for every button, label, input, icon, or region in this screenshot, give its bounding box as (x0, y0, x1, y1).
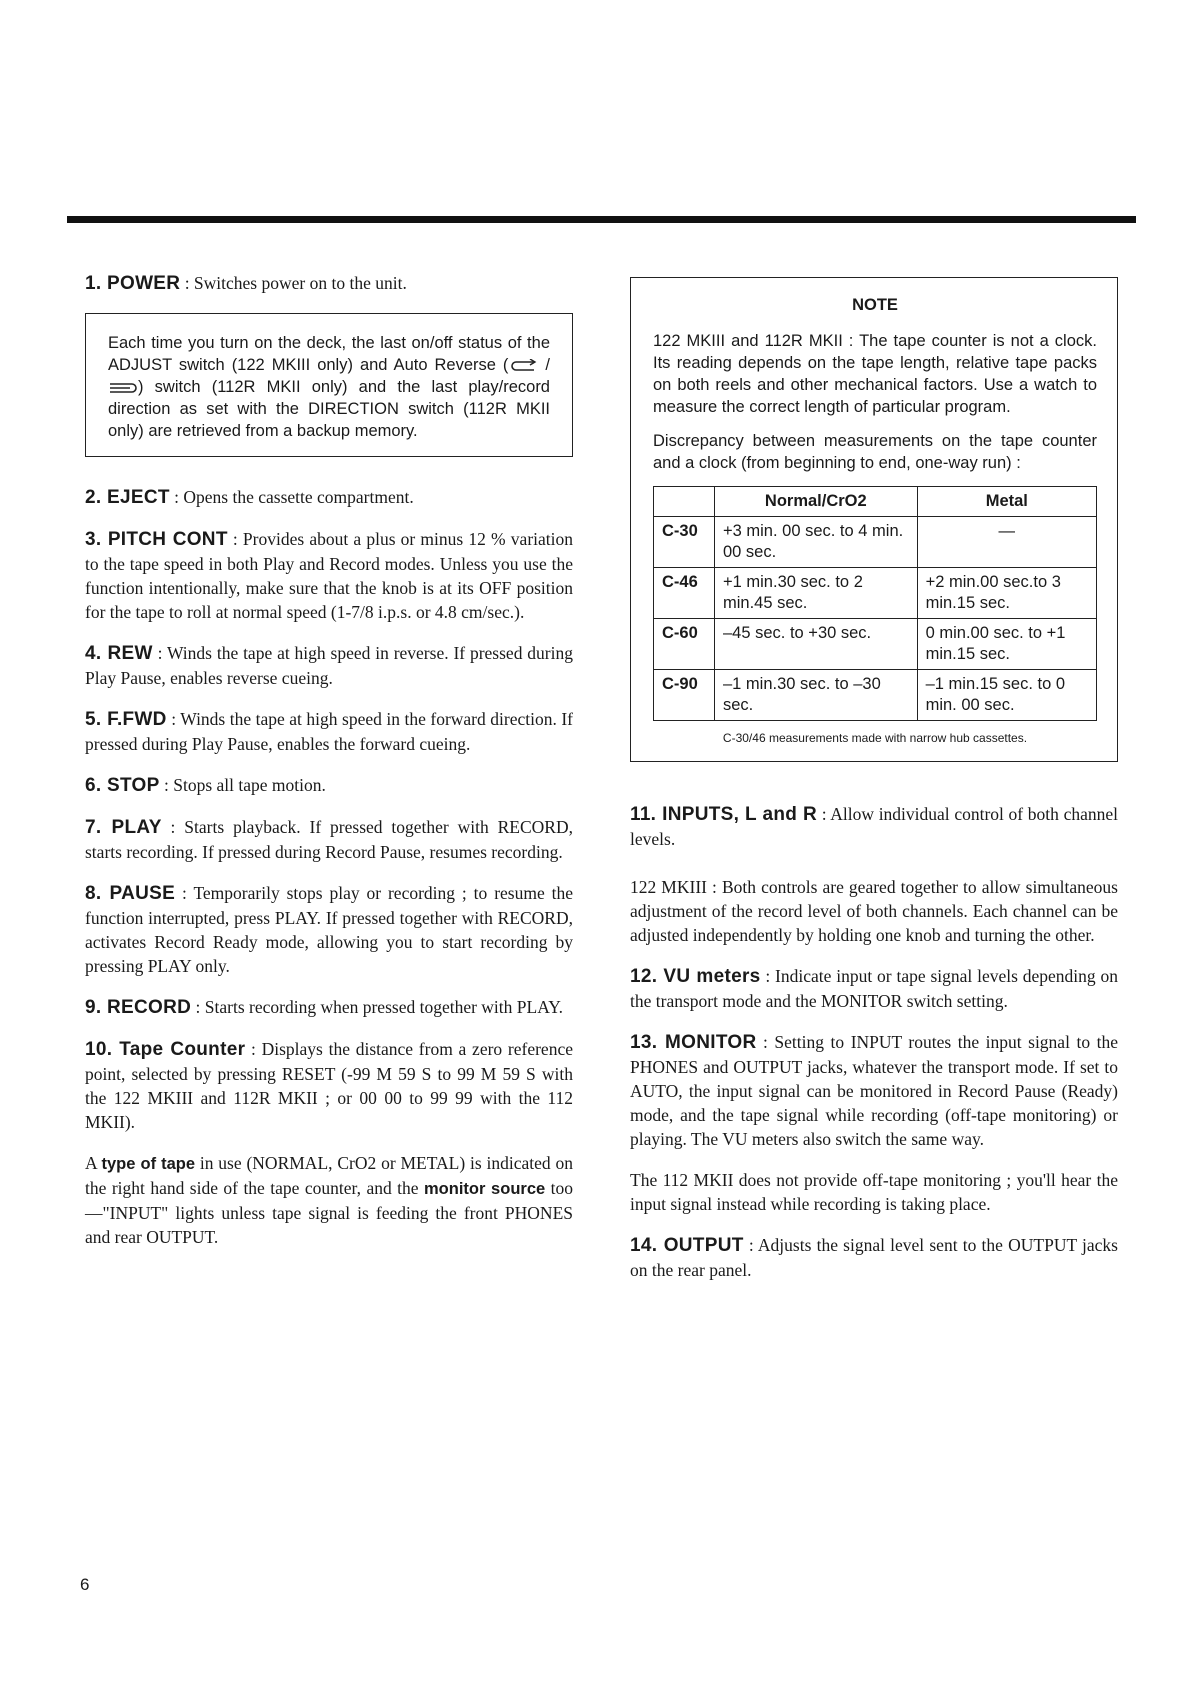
backup-memory-box: Each time you turn on the deck, the last on/off status of the ADJUST switch (122 MKIII only) and Auto Reverse ( / ) switch (112R MKII only) and the last play/record direction as set with the DIRECTION switch (112R MKII only) are retrieved from a backup memory. (85, 313, 573, 457)
row-key: C-90 (654, 670, 715, 721)
auto-reverse-loop-icon (508, 359, 538, 373)
cell-metal: +2 min.00 sec.to 3 min.15 sec. (917, 568, 1096, 619)
item-tape-counter: 10. Tape Counter : Displays the distance from a zero reference point, selected by pressing RESET (-99 M 59 S to 99 M 59 S with the 122 MKIII and 112R MKII ; or 00 00 to 99 99 with the 112 MKII). (85, 1039, 573, 1132)
table-footnote: C-30/46 measurements made with narrow hub cassettes. (722, 731, 1028, 745)
top-rule (67, 216, 1136, 223)
item-power: 1. POWER : Switches power on to the unit. (85, 273, 407, 294)
item-inputs: 11. INPUTS, L and R : Allow individual control of both channel levels. (630, 804, 1118, 849)
item-stop: 6. STOP : Stops all tape motion. (85, 775, 326, 796)
item-play: 7. PLAY : Starts playback. If pressed together with RECORD, starts recording. If pressed during Record Pause, resumes recording. (85, 817, 573, 862)
cell-normal: –1 min.30 sec. to –30 sec. (715, 670, 918, 721)
item-rew: 4. REW : Winds the tape at high speed in reverse. If pressed during Play Pause, enables reverse cueing. (85, 643, 573, 688)
cell-normal: –45 sec. to +30 sec. (715, 619, 918, 670)
one-way-direction-icon (108, 381, 138, 395)
cell-normal: +1 min.30 sec. to 2 min.45 sec. (715, 568, 918, 619)
cell-metal: 0 min.00 sec. to +1 min.15 sec. (917, 619, 1096, 670)
item-record: 9. RECORD : Starts recording when pressed together with PLAY. (85, 997, 563, 1018)
page-number: 6 (80, 1575, 90, 1594)
table-row (654, 619, 1097, 670)
cell-normal: +3 min. 00 sec. to 4 min. 00 sec. (715, 517, 918, 568)
table-corner-cell (654, 487, 715, 517)
cell-metal: –1 min.15 sec. to 0 min. 00 sec. (917, 670, 1096, 721)
item-pitch-cont: 3. PITCH CONT : Provides about a plus or minus 12 % variation to the tape speed in both Play and Record modes. Unless you use the function intentionally, make sure that the knob is at its OFF position for the tape to roll at normal speed (1-7/8 i.p.s. or 4.8 cm/sec.). (85, 529, 573, 622)
table-row (654, 517, 1097, 568)
note-title: NOTE (852, 296, 898, 314)
item-monitor: 13. MONITOR : Setting to INPUT routes the input signal to the PHONES and OUTPUT jacks, whatever the transport mode. If set to AUTO, the input signal can be monitored in Record Pause (Ready) mode, and the tape signal while recording (off-tape monitoring) or playing. The VU meters also switch the same way. (630, 1032, 1118, 1149)
table-row (654, 568, 1097, 619)
note-box (630, 277, 1118, 762)
row-key: C-30 (654, 517, 715, 568)
item-output: 14. OUTPUT : Adjusts the signal level sent to the OUTPUT jacks on the rear panel. (630, 1235, 1118, 1280)
inputs-paragraph-2: 122 MKIII : Both controls are geared together to allow simultaneous adjustment of the record level of both channels. Each channel can be adjusted independently by holding one knob and turning the other. (630, 877, 1118, 945)
tape-type-paragraph: A type of tape in use (NORMAL, CrO2 or METAL) is indicated on the right hand side of the tape counter, and the monitor source too—"INPUT" lights unless tape signal is feeding the front PHONES and rear OUTPUT. (85, 1153, 573, 1247)
note-paragraph-1: 122 MKIII and 112R MKII : The tape counter is not a clock. Its reading depends on the tape length, relative tape packs on both reels and other mechanical factors. Use a watch to measure the correct length of particular program. (653, 332, 1097, 416)
cell-metal: — (917, 517, 1096, 568)
note-paragraph-2: Discrepancy between measurements on the tape counter and a clock (from beginning to end, one-way run) : (653, 432, 1097, 472)
monitor-paragraph-2: The 112 MKII does not provide off-tape monitoring ; you'll hear the input signal instead while recording is taking place. (630, 1170, 1118, 1214)
table-header-row (654, 487, 1097, 517)
column-header-metal: Metal (917, 487, 1096, 517)
item-pause: 8. PAUSE : Temporarily stops play or recording ; to resume the function interrupted, press PLAY. If pressed together with RECORD, activates Record Ready mode, allowing you to start recording by pressing PLAY only. (85, 883, 574, 976)
item-ffwd: 5. F.FWD : Winds the tape at high speed in the forward direction. If pressed during Play Pause, enables the forward cueing. (85, 709, 573, 754)
row-key: C-46 (654, 568, 715, 619)
tape-discrepancy-table (653, 486, 1097, 721)
column-header-normal: Normal/CrO2 (715, 487, 918, 517)
item-vu-meters: 12. VU meters : Indicate input or tape signal levels depending on the transport mode and the MONITOR switch setting. (630, 966, 1118, 1011)
item-eject: 2. EJECT : Opens the cassette compartment. (85, 487, 414, 508)
right-column (630, 277, 1118, 1299)
left-column (85, 271, 573, 1266)
row-key: C-60 (654, 619, 715, 670)
table-row (654, 670, 1097, 721)
